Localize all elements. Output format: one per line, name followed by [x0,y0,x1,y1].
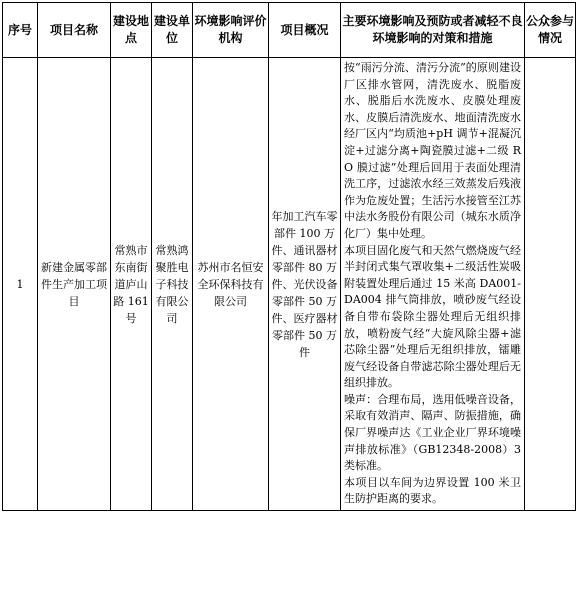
cell-public-participation [525,58,576,511]
header-overview: 项目概况 [269,3,341,58]
measures-water: 按“雨污分流、清污分流”的原则建设厂区排水管网，清洗废水、脱脂废水、脱脂后水洗废水、皮膜处理废水、皮膜后清洗废水、地面清洗废水经厂区内“均质池+pH 调节+混凝沉淀+过滤分离+陶瓷膜过滤+二级 RO 膜过滤”处理后回用于表面处理清洗工序，过滤浓水经三效蒸发后残液作为危废处置；生活污水接管至江苏中法水务股份有限公司（城东水质净化厂）集中处理。 [344,61,521,240]
header-eia-agency: 环境影响评价机构 [193,3,269,58]
measures-gas: 本项目固化废气和天然气燃烧废气经半封闭式集气罩收集+二级活性炭吸附装置处理后通过 15 米高 DA001-DA004 排气筒排放，喷砂废气经设备自带布袋除尘器处理后无组织排放，喷粉废气经“大旋风除尘器+滤芯除尘器”处理后无组织排放，镭雕废气经设备自带滤芯除尘器处理后无组织排放。 [344,243,521,390]
cell-index: 1 [3,58,38,511]
measures-distance: 本项目以车间为边界设置 100 米卫生防护距离的要求。 [344,475,521,506]
header-builder: 建设单位 [152,3,193,58]
measures-noise: 噪声：合理布局，选用低噪音设备，采取有效消声、隔声、防振措施，确保厂界噪声达《工业企业厂界环境噪声排放标准》（GB12348-2008）3 类标准。 [344,392,521,473]
table-row [3,58,576,511]
cell-measures [341,58,525,511]
cell-eia-agency: 苏州市名恒安全环保科技有限公司 [193,58,269,511]
cell-project-name: 新建金属零部件生产加工项目 [38,58,111,511]
header-row [3,3,576,58]
header-project-name: 项目名称 [38,3,111,58]
header-index: 序号 [3,3,38,58]
cell-overview: 年加工汽车零部件 100 万件、通讯器材零部件 80 万件、光伏设备零部件 50 万件、医疗器材零部件 50 万件 [269,58,341,511]
eia-table [2,2,576,511]
header-measures: 主要环境影响及预防或者减轻不良环境影响的对策和措施 [341,3,525,58]
cell-builder: 常熟鸿聚胜电子科技有限公司 [152,58,193,511]
cell-location: 常熟市东南街道庐山路 161 号 [111,58,152,511]
header-location: 建设地点 [111,3,152,58]
header-public-participation: 公众参与情况 [525,3,576,58]
